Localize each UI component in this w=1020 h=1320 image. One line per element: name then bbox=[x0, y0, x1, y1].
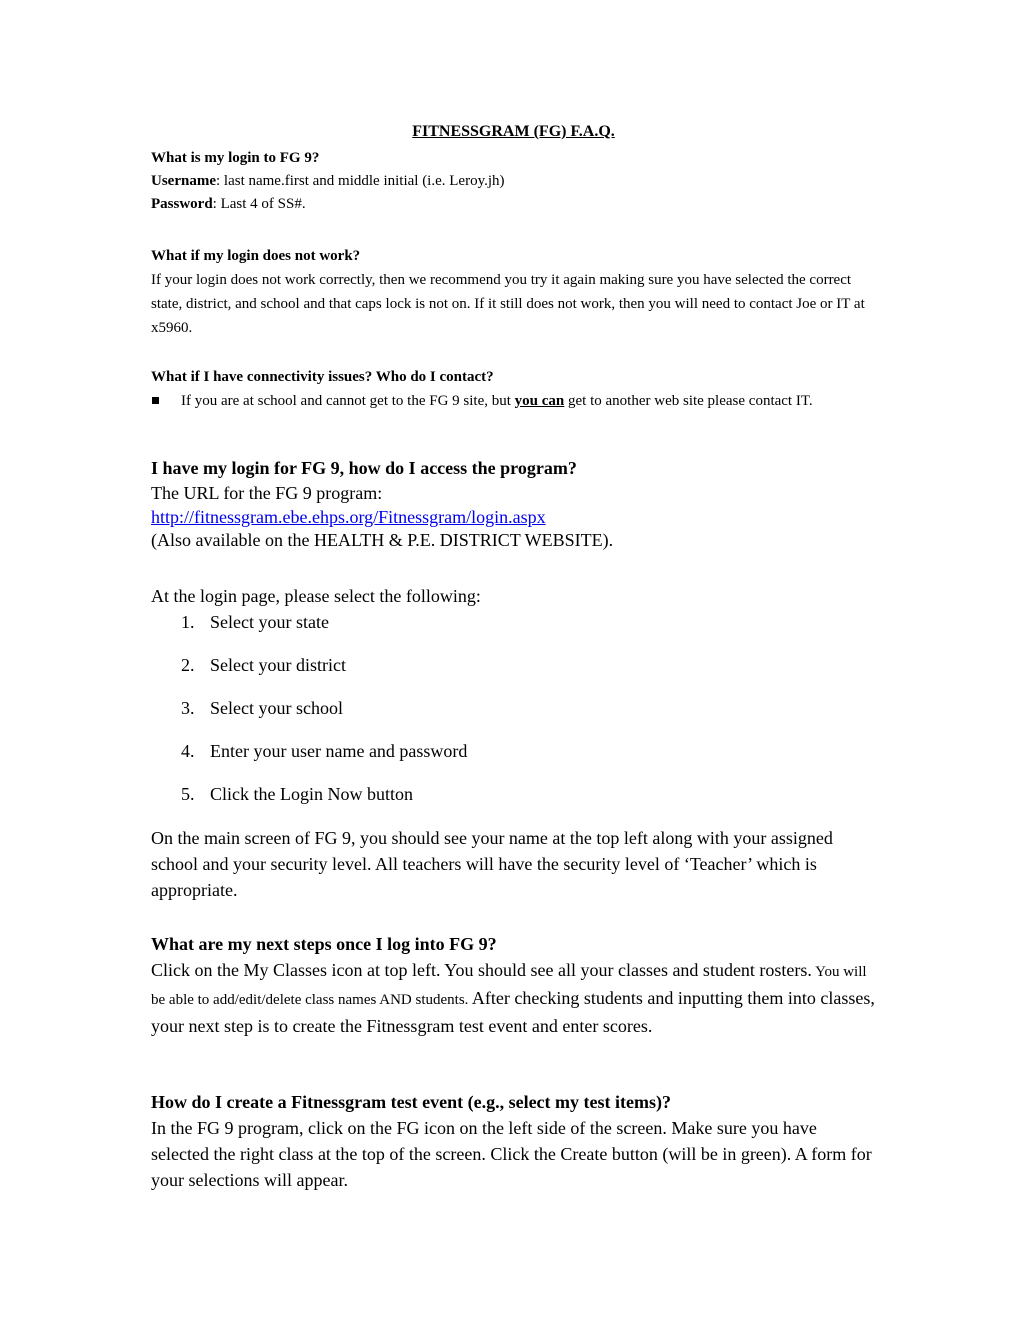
step-text: Enter your user name and password bbox=[210, 741, 468, 761]
password-label: Password bbox=[151, 196, 213, 212]
question-connectivity: What if I have connectivity issues? Who do I contact? bbox=[151, 369, 494, 385]
login-steps-intro bbox=[151, 583, 876, 609]
step-text: Select your state bbox=[210, 612, 329, 632]
step-number: 5. bbox=[181, 784, 195, 804]
url-intro: The URL for the FG 9 program: bbox=[151, 483, 383, 503]
password-line bbox=[151, 193, 876, 216]
answer-login-fail: If your login does not work correctly, then we recommend you try it again making sure you have selected the correct state, district, and school and that caps lock is not on. If it still does not work, then you will need to contact Joe or IT at x5960. bbox=[151, 272, 865, 336]
question-login-fail: What if my login does not work? bbox=[151, 248, 361, 264]
list-item bbox=[151, 609, 876, 652]
connectivity-bullet bbox=[151, 389, 876, 413]
question-login: What is my login to FG 9? bbox=[151, 150, 320, 166]
question-create-event: How do I create a Fitnessgram test event (e.g., select my test items)? bbox=[151, 1092, 671, 1112]
question-access: I have my login for FG 9, how do I access the program? bbox=[151, 458, 577, 478]
username-text: : last name.first and middle initial (i.e. Leroy.jh) bbox=[215, 173, 505, 189]
also-available: (Also available on the HEALTH & P.E. DISTRICT WEBSITE). bbox=[151, 530, 614, 550]
step-number: 2. bbox=[181, 655, 195, 675]
list-item bbox=[151, 738, 876, 781]
bullet-text-after: get to another web site please contact IT. bbox=[564, 393, 813, 409]
main-screen-text: On the main screen of FG 9, you should see your name at the top left along with your assigned school and your security level. All teachers will have the security level of ‘Teacher’ which is appropriate. bbox=[151, 828, 833, 900]
next-steps-text-a: Click on the My Classes icon at top left. You should see all your classes and student rosters. bbox=[151, 960, 812, 980]
next-steps-text-b: You will be able to add/edit/delete class names AND students. bbox=[151, 964, 867, 1008]
step-number: 4. bbox=[181, 741, 195, 761]
password-text: : Last 4 of SS#. bbox=[212, 196, 306, 212]
faq-access-section bbox=[151, 455, 876, 553]
list-item bbox=[151, 652, 876, 695]
list-item bbox=[151, 695, 876, 738]
page-title: FITNESSGRAM (FG) F.A.Q. bbox=[412, 123, 615, 140]
faq-next-steps-section bbox=[151, 931, 876, 1039]
url-line bbox=[151, 506, 876, 528]
faq-create-event-section bbox=[151, 1089, 876, 1193]
username-label: Username bbox=[151, 173, 216, 189]
answer-create-event: In the FG 9 program, click on the FG icon on the left side of the screen. Make sure you have selected the right class at the top of the screen. Click the Create button (will be in green). A form for your selections will appear. bbox=[151, 1118, 872, 1190]
bullet-emphasis: you can bbox=[514, 393, 565, 409]
bullet-text-before: If you are at school and cannot get to the FG 9 site, but bbox=[181, 393, 515, 409]
list-item bbox=[151, 781, 876, 824]
faq-connectivity-section bbox=[151, 366, 876, 413]
step-text: Click the Login Now button bbox=[210, 784, 413, 804]
fitnessgram-login-link[interactable]: http://fitnessgram.ebe.ehps.org/Fitnessgram/login.aspx bbox=[151, 507, 546, 527]
login-steps-list bbox=[151, 609, 876, 824]
answer-next-steps bbox=[151, 957, 876, 1039]
question-next-steps: What are my next steps once I log into FG 9? bbox=[151, 934, 497, 954]
faq-login-fail-section bbox=[151, 245, 876, 340]
step-text: Select your school bbox=[210, 698, 343, 718]
step-text: Select your district bbox=[210, 655, 346, 675]
main-screen-paragraph bbox=[151, 825, 876, 903]
square-bullet-icon bbox=[152, 397, 159, 404]
step-number: 1. bbox=[181, 612, 195, 632]
step-number: 3. bbox=[181, 698, 195, 718]
steps-intro: At the login page, please select the following: bbox=[151, 586, 481, 606]
faq-login-section bbox=[151, 147, 876, 216]
next-steps-text-c: After checking students and inputting them into classes, your next step is to create the Fitnessgram test event and enter scores. bbox=[151, 988, 875, 1036]
username-line bbox=[151, 170, 876, 193]
